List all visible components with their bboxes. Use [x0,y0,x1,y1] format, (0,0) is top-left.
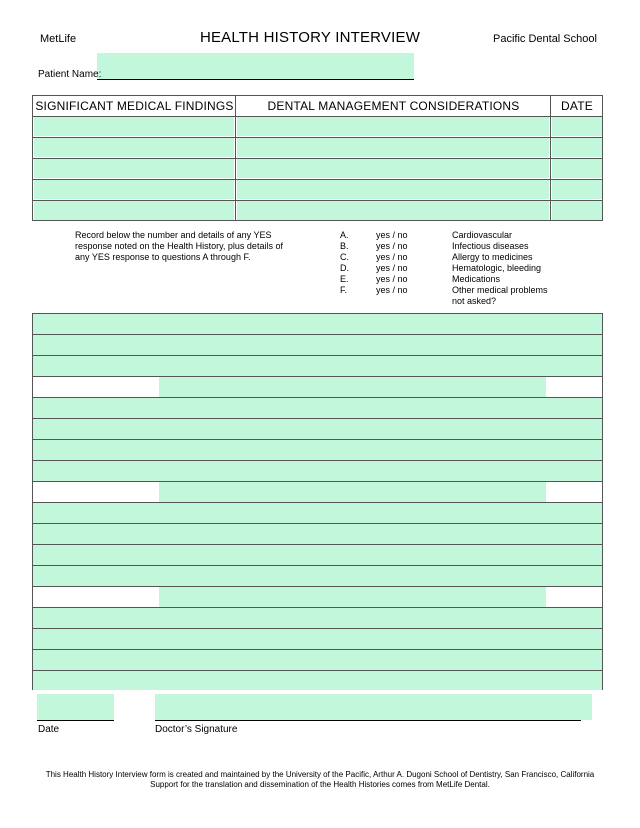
question-row [0,285,640,307]
yes-no-option[interactable]: yes / no [376,263,408,273]
patient-name-underline [97,79,414,80]
notes-row-field[interactable] [159,587,546,607]
date-underline [37,720,114,721]
notes-row[interactable] [33,461,602,482]
management-field[interactable] [237,117,549,136]
management-field[interactable] [237,159,549,178]
question-letter: B. [340,241,349,251]
notes-row [33,482,602,503]
notes-row-field[interactable] [159,377,546,397]
question-topic: Allergy to medicines [452,252,533,262]
yes-no-option[interactable]: yes / no [376,241,408,251]
footer [0,770,640,790]
findings-header: SIGNIFICANT MEDICAL FINDINGS [35,99,234,113]
management-header: DENTAL MANAGEMENT CONSIDERATIONS [267,99,520,113]
notes-row [33,587,602,608]
finding-date-field[interactable] [552,159,602,178]
questions-list [0,230,640,308]
question-topic: Other medical problems not asked? [452,285,548,306]
question-row [0,230,640,241]
question-letter: E. [340,274,349,284]
question-letter: A. [340,230,349,240]
notes-row[interactable] [33,356,602,377]
signature-underline [155,720,581,721]
question-topic: Medications [452,274,501,284]
patient-name-label: Patient Name: [38,69,102,80]
question-row [0,263,640,274]
doctor-signature-input[interactable] [155,694,592,720]
notes-row[interactable] [33,398,602,419]
question-letter: C. [340,252,349,262]
question-topic: Infectious diseases [452,241,529,251]
notes-row [33,377,602,398]
notes-row[interactable] [33,650,602,671]
question-row [0,274,640,285]
notes-row[interactable] [33,608,602,629]
notes-row[interactable] [33,671,602,690]
findings-table [32,95,603,221]
footer-line-2: Support for the translation and dissemination of the Health Histories comes from MetLife Dental. [150,780,490,789]
yes-no-option[interactable]: yes / no [376,230,408,240]
question-letter: D. [340,263,349,273]
notes-row[interactable] [33,440,602,461]
finding-date-field[interactable] [552,117,602,136]
doctor-signature-label: Doctor’s Signature [155,724,238,735]
footer-line-1: This Health History Interview form is created and maintained by the University of the Pacific, Arthur A. Dugoni School of Dentistry, San Francisco, California [45,770,595,779]
metlife-label: MetLife [40,33,77,45]
management-field[interactable] [237,201,549,220]
page-title: HEALTH HISTORY INTERVIEW [199,29,421,46]
notes-row[interactable] [33,524,602,545]
notes-row[interactable] [33,419,602,440]
notes-row[interactable] [33,545,602,566]
management-field[interactable] [237,180,549,199]
finding-field[interactable] [34,201,234,220]
finding-field[interactable] [34,180,234,199]
date-input[interactable] [37,694,114,720]
date-header: DATE [561,99,593,113]
notes-table [32,313,603,690]
yes-no-option[interactable]: yes / no [376,285,408,295]
yes-no-option[interactable]: yes / no [376,274,408,284]
management-field[interactable] [237,138,549,157]
finding-field[interactable] [34,138,234,157]
finding-date-field[interactable] [552,201,602,220]
notes-row[interactable] [33,566,602,587]
finding-date-field[interactable] [552,180,602,199]
date-label: Date [38,724,60,735]
question-topic: Hematologic, bleeding [452,263,542,273]
notes-row[interactable] [33,335,602,356]
question-row [0,252,640,263]
question-topic: Cardiovascular [452,230,513,240]
notes-row[interactable] [33,503,602,524]
notes-row-field[interactable] [159,482,546,502]
question-letter: F. [340,285,348,295]
notes-row[interactable] [33,314,602,335]
patient-name-field[interactable] [97,53,414,80]
notes-row[interactable] [33,629,602,650]
finding-field[interactable] [34,117,234,136]
finding-date-field[interactable] [552,138,602,157]
yes-no-option[interactable]: yes / no [376,252,408,262]
school-label: Pacific Dental School [493,33,597,45]
question-row [0,241,640,252]
instructions-text: Record below the number and details of any YES response noted on the Health History, plus details of any YES response to questions A through F. [75,230,283,262]
finding-field[interactable] [34,159,234,178]
